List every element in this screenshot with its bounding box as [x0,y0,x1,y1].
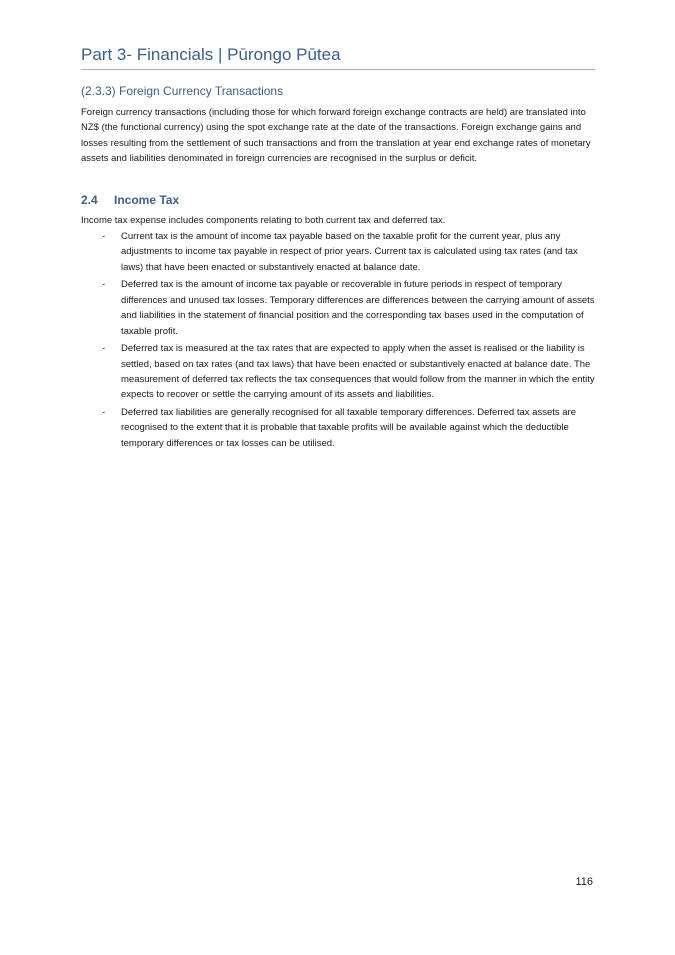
section-number: 2.4 [81,193,98,207]
page-header-title: Part 3- Financials | Pūrongo Pūtea [81,45,341,64]
bullet-text: Deferred tax is measured at the tax rates that are expected to apply when the asset is realised or the liability is settled, based on tax rates (and tax laws) that have been enacted or substantively enacted at balance date. The measurement of deferred tax reflects the tax consequences that would follow from the manner in which the entity expects to recover or settle the carrying amount of its assets and liabilities. [121,343,595,401]
bullet-text: Current tax is the amount of income tax payable based on the taxable profit for the current year, plus any adjustments to income tax payable in respect of prior years. Current tax is calculated using tax rates (and tax laws) that have been enacted or substantively enacted at balance date. [121,231,578,273]
income-tax-intro: Income tax expense includes components relating to both current tax and deferred tax. [81,215,446,226]
list-item [81,277,595,339]
bullet-dash: - [102,279,106,291]
bullet-text: Deferred tax is the amount of income tax payable or recoverable in future periods in respect of temporary differences and unused tax losses. Temporary differences are differences between the carrying amount of assets and liabilities in the statement of financial position and the corresponding tax bases used in the computation of taxable profit. [121,279,595,337]
income-tax-bullet-list [81,229,595,453]
page-number: 116 [575,876,593,888]
list-item [81,405,595,451]
bullet-dash: - [102,407,106,419]
bullet-dash: - [102,231,106,242]
section-title: Income Tax [114,193,180,207]
bullet-dash: - [102,343,106,355]
foreign-currency-paragraph: Foreign currency transactions (including those for which forward foreign exchange contracts are held) are translated into NZ$ (the functional currency) using the spot exchange rate at the date of the transactions. Foreign exchange gains and losses resulting from the settlement of such transactions and from the translation at year end exchange rates of monetary assets and liabilities denominated in foreign currencies are recognised in the surplus or deficit. [81,107,591,165]
list-item [81,229,595,275]
header-divider [81,69,595,70]
income-tax-heading [81,192,179,208]
foreign-currency-heading: (2.3.3) Foreign Currency Transactions [81,84,284,98]
list-item [81,341,595,403]
bullet-text: Deferred tax liabilities are generally recognised for all taxable temporary differences. Deferred tax assets are recognised to the extent that it is probable that taxable profits will be available against which the deductible temporary differences or tax losses can be utilised. [121,407,576,449]
